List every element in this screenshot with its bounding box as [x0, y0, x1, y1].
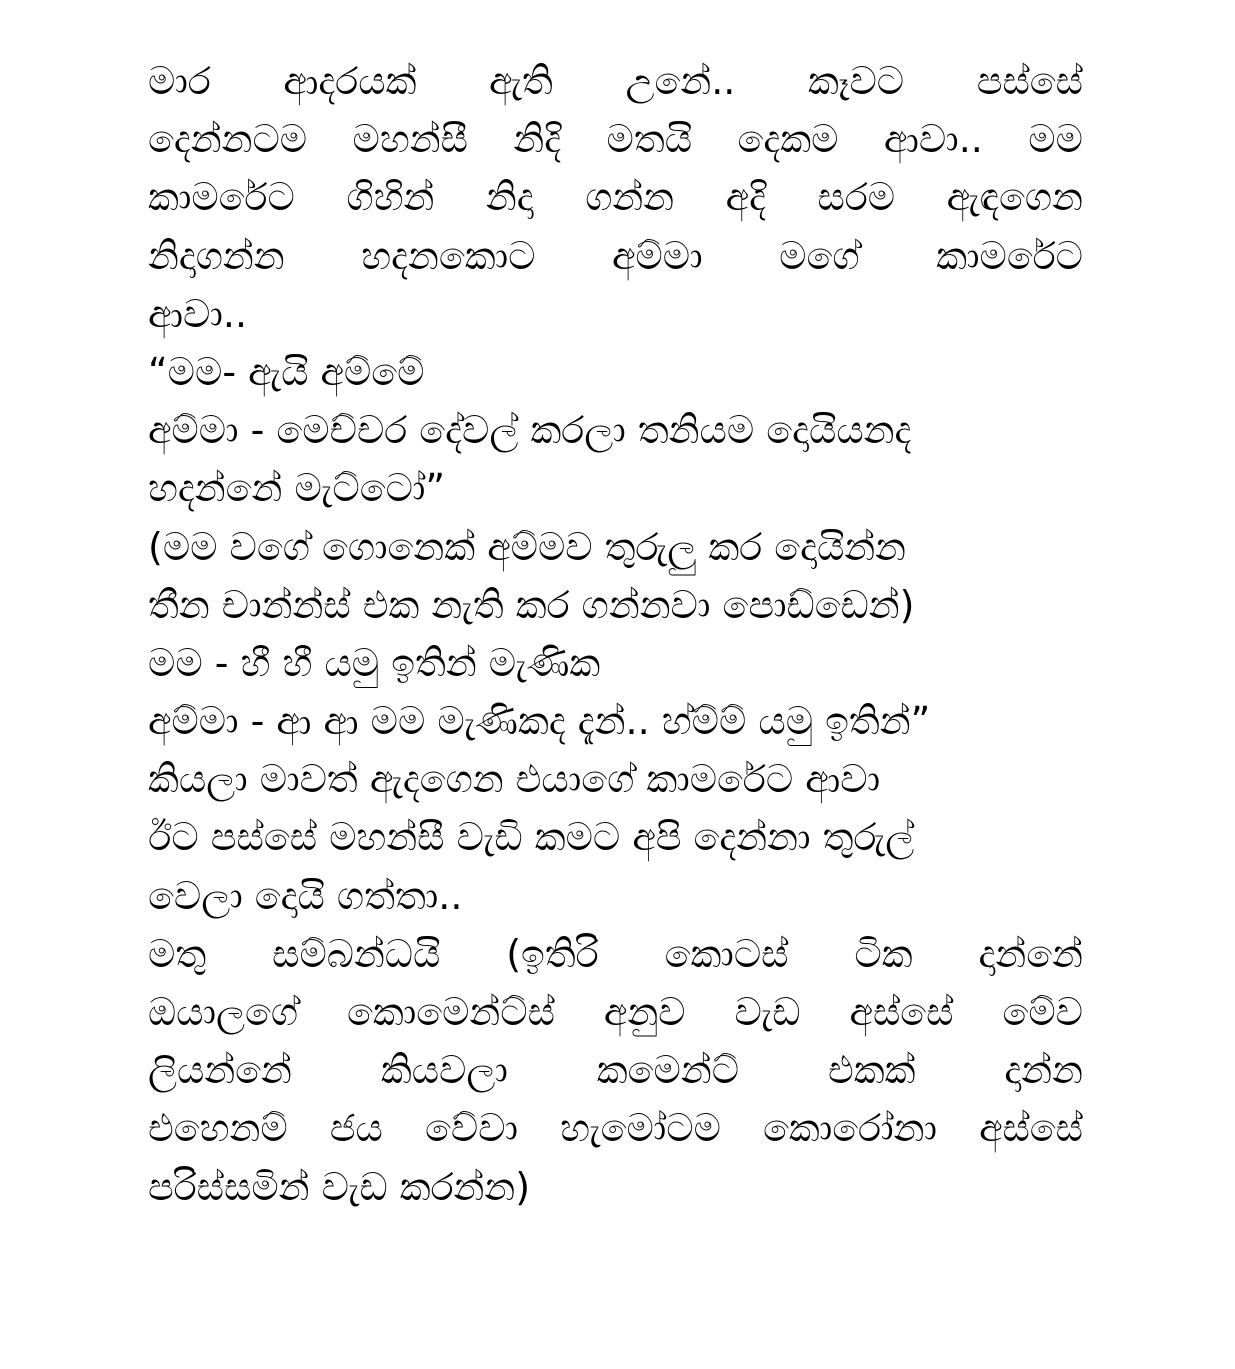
word: කාමරේට: [148, 175, 295, 220]
word: උනේ..: [625, 59, 736, 103]
text-line-20: පරිස්සමින් වැඩ කරන්න): [148, 1164, 531, 1209]
word: දාන්න: [1004, 1048, 1083, 1093]
word: එහෙනම්: [148, 1106, 288, 1151]
word: කොටස්: [664, 931, 789, 976]
word: ඇති: [489, 59, 553, 103]
word: ලියන්නේ: [148, 1048, 292, 1093]
word: දෙකම: [737, 117, 839, 162]
text-line-19: [148, 1099, 1083, 1157]
text-line-6: “මම- ඇයි අම්මේ: [148, 349, 425, 394]
word: කියවලා: [380, 1048, 508, 1093]
text-line-5: ආවා..: [148, 291, 248, 336]
word: මේව: [1002, 990, 1083, 1034]
word: ආදරයක්: [283, 59, 417, 103]
text-line-10: තීන චාන්න්ස් එක නැති කර ගන්නවා පොඩ්ඩෙන්): [148, 582, 915, 627]
word: මගේ: [779, 233, 860, 278]
word: ජය: [329, 1106, 383, 1151]
word: කෑවට: [808, 59, 905, 103]
word: ඇඳගෙන: [946, 175, 1083, 220]
word: එකක්: [827, 1048, 916, 1093]
text-line-18: [148, 1041, 1083, 1099]
word: මහන්සී: [352, 117, 468, 162]
text-line-15: වෙලා දොයි ගත්තා..: [148, 873, 463, 918]
word: මතු: [148, 931, 207, 976]
word: වේවා: [424, 1106, 518, 1151]
word: ටික: [854, 931, 913, 976]
word: අස්සේ: [979, 1106, 1083, 1151]
text-line-2: [148, 110, 1083, 168]
word: හදනකොට: [361, 233, 536, 278]
text-line-3: [148, 168, 1083, 226]
word: සරම: [817, 175, 896, 220]
word: අස්සේ: [849, 990, 954, 1034]
word: මාර: [148, 59, 211, 103]
text-line-8: හදන්නේ මැට්ටෝ”: [148, 466, 446, 511]
word: වැඩ: [734, 990, 801, 1034]
word: අනුව: [603, 990, 686, 1034]
word: දෙන්නටම: [148, 117, 308, 162]
text-line-13: කියලා මාවත් ඇදගෙන එයාගේ කාමරේට ආවා: [148, 757, 881, 802]
text-line-17: [148, 983, 1083, 1041]
word: ඔයාලගේ: [148, 990, 299, 1034]
text-line-12: අම්මා - ආ ආ මම මැණිකද දැන්.. හ්ම්ම් යමු ඉතින්”: [148, 699, 931, 744]
word: මම: [1028, 117, 1083, 162]
word: මතයි: [606, 117, 693, 162]
word: කාමරේට: [936, 233, 1083, 278]
word: කමෙන්ට්: [596, 1048, 740, 1093]
word: පස්සේ: [976, 59, 1083, 103]
word: නිදා: [485, 175, 534, 220]
word: නිදි: [513, 117, 562, 162]
word: දාන්නේ: [978, 931, 1083, 976]
word: නිදාගන්න: [148, 233, 285, 278]
text-line-11: මම - හී හී යමු ඉතින් මැණික: [148, 640, 601, 685]
word: හැමෝටම: [560, 1106, 721, 1151]
word: අම්මා: [612, 233, 703, 278]
word: කොරෝනා: [763, 1106, 937, 1151]
document-page: [148, 52, 1083, 1216]
word: ආවා..: [883, 117, 983, 162]
word: (ඉතිරි: [506, 931, 599, 976]
word: අදි: [725, 175, 766, 220]
text-line-7: අම්මා - මෙච්චර දේවල් කරලා තනියම දොයියනද: [148, 408, 912, 453]
word: සම්බන්ධයි: [272, 931, 441, 976]
text-line-1: [148, 52, 1083, 110]
word: ගන්න: [585, 175, 675, 220]
text-line-14: ඊට පස්සේ මහන්සී වැඩි කමට අපි දෙන්නා තුරුල්: [148, 815, 915, 860]
word: කොමෙන්ට්ස්: [347, 990, 555, 1034]
text-line-9: (මම වගේ ගොනෙක් අම්මව තුරුලු කර දොයින්න: [148, 524, 907, 569]
text-line-16: [148, 925, 1083, 983]
text-line-4: [148, 227, 1083, 285]
word: ගිහින්: [346, 175, 435, 220]
